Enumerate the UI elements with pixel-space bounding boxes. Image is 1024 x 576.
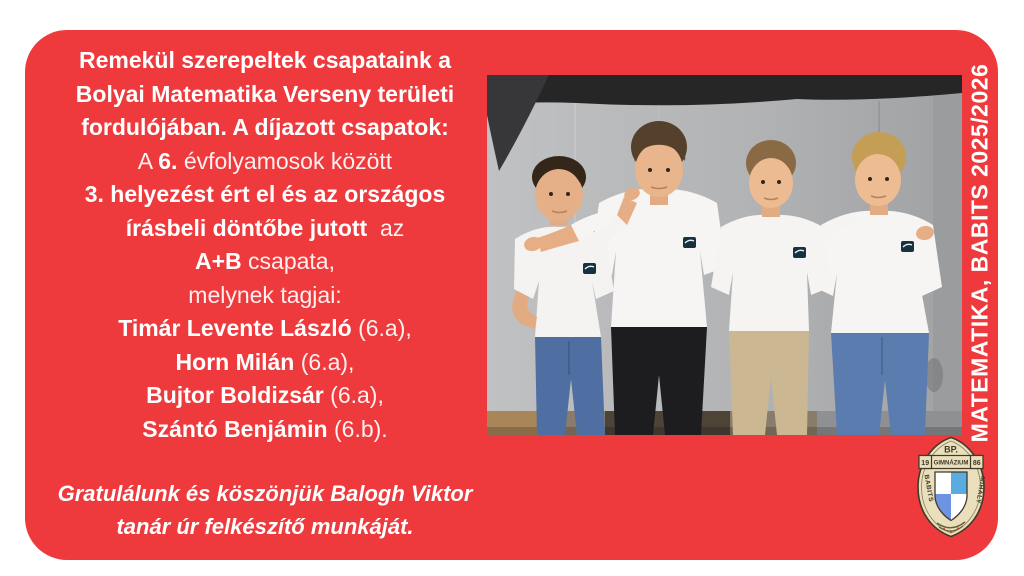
crest-side-right: MIHÁLY	[974, 475, 986, 505]
text-run: fordulójában. A díjazott csapatok:	[81, 114, 449, 140]
announcement-line	[40, 44, 490, 78]
announcement-line	[40, 78, 490, 112]
text-run: évfolyamosok között	[177, 147, 393, 174]
crest-band-center: GIMNÁZIUM	[933, 460, 969, 467]
text-run: 3. helyezést ért el és az országos	[84, 181, 446, 207]
announcement-line	[40, 346, 490, 380]
announcement-line	[40, 279, 490, 313]
text-run: A	[137, 147, 159, 174]
text-run: Remekül szerepeltek csapataink a	[78, 47, 452, 73]
footer-line: Gratulálunk és köszönjük Balogh Viktor	[57, 481, 473, 506]
text-run: Timár Levente László	[118, 315, 352, 341]
text-run: 6.	[158, 147, 178, 174]
announcement-line	[40, 111, 490, 145]
text-run: (6.b).	[327, 415, 388, 442]
team-photo	[487, 75, 962, 435]
text-run: (6.a),	[294, 348, 355, 375]
announcement-line	[40, 245, 490, 279]
footer-credit	[40, 477, 490, 543]
announcement-text	[40, 44, 490, 446]
crest-side-left: BABITS	[922, 474, 935, 503]
text-run: melynek tagjai:	[188, 281, 342, 308]
announcement-line	[40, 312, 490, 346]
crest-band-year-left: 19	[921, 460, 930, 467]
text-run: az	[367, 214, 405, 241]
announcement-line	[40, 379, 490, 413]
side-banner-text: MATEMATIKA, BABITS 2025/2026	[966, 63, 993, 443]
text-run: Szántó Benjámin	[142, 415, 328, 442]
crest-top-text: BP.	[944, 444, 958, 455]
text-run: Bujtor Boldizsár	[146, 382, 324, 408]
text-run: Bolyai Matematika Verseny területi	[75, 80, 455, 107]
text-run: írásbeli döntőbe jutott	[125, 214, 368, 241]
footer-line: tanár úr felkészítő munkáját.	[116, 514, 414, 539]
announcement-line	[40, 178, 490, 212]
red-panel	[25, 30, 998, 560]
text-run: Horn Milán	[175, 348, 295, 375]
team-photo-graphic	[487, 75, 962, 435]
announcement-line	[40, 145, 490, 179]
text-run: (6.a),	[323, 382, 384, 408]
text-run: A+B	[195, 248, 242, 274]
crest-graphic	[918, 438, 988, 537]
announcement-line	[40, 212, 490, 246]
text-run: (6.a),	[351, 315, 412, 341]
text-run: csapata,	[241, 248, 335, 274]
announcement-line	[40, 413, 490, 447]
school-crest	[910, 436, 992, 538]
crest-band-year-right: 86	[972, 460, 981, 467]
